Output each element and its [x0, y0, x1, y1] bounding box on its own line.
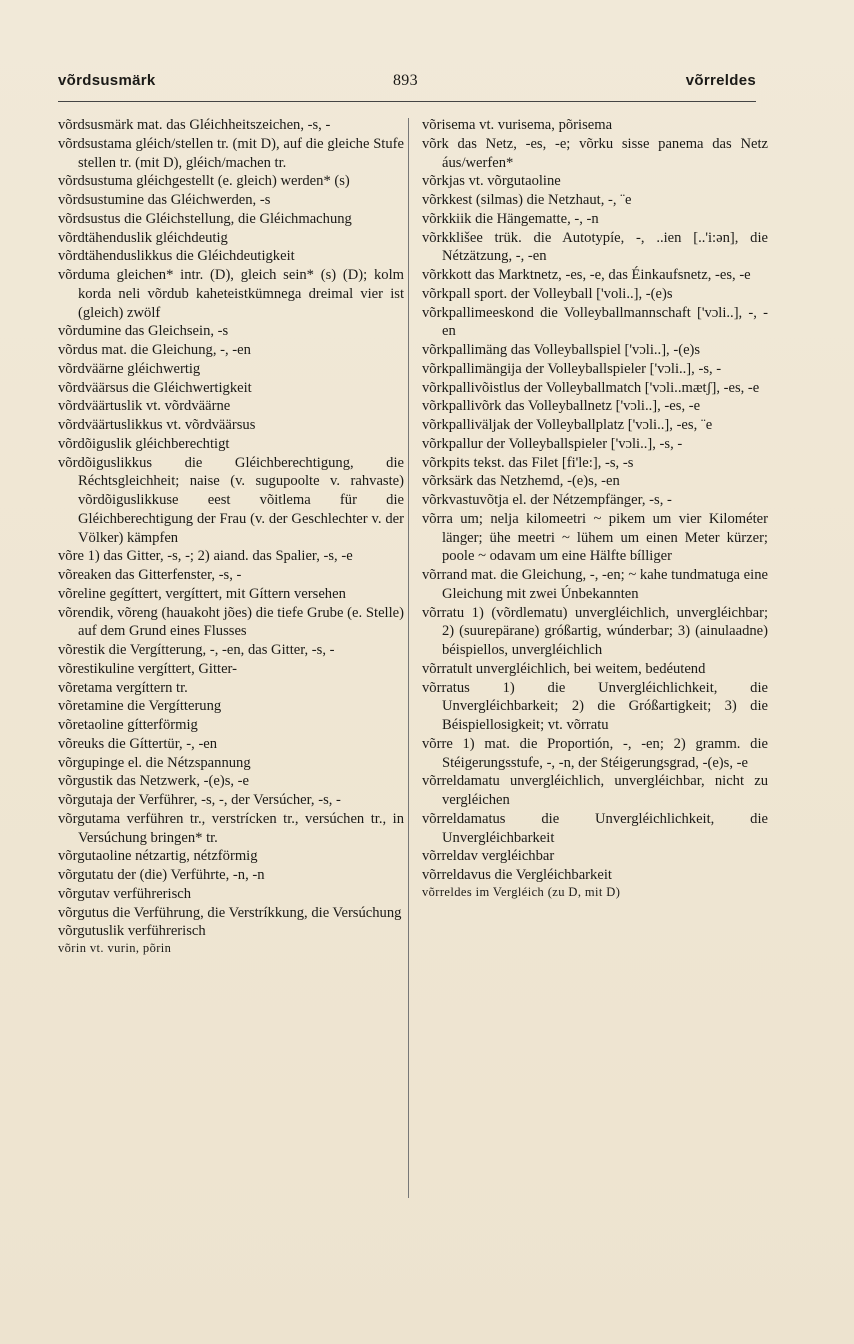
- dictionary-entry: võrdväärtuslik vt. võrdväärne: [58, 398, 231, 415]
- dictionary-entry: võrra um; nelja kilomeetri ~ pikem um vier Kilométer länger; ühe meetri ~ lühem um einen Meter kürzer; poole ~ odavam um eine Hälfte bílliger: [422, 510, 768, 565]
- page-number: 893: [393, 72, 418, 89]
- dictionary-entry: võretama vergíttern tr.: [58, 679, 188, 696]
- dictionary-entry: võrkpall sport. der Volleyball ['voli..], -(e)s: [422, 285, 673, 302]
- dictionary-entry: võrgutaja der Verführer, -s, -, der Versúcher, -s, -: [58, 792, 341, 808]
- dictionary-entry: võrgutatu der (die) Verführte, -n, -n: [58, 867, 265, 883]
- dictionary-entry: võrdsustuma gléichgestellt (e. gleich) werden* (s): [58, 173, 350, 190]
- dictionary-entry: võretamine die Vergítterung: [58, 698, 222, 715]
- dictionary-entry: võrkkiik die Hängematte, -, -n: [422, 210, 599, 227]
- dictionary-entry: võrreldamatus die Unvergléichlichkeit, die Unvergléichbarkeit: [422, 810, 768, 846]
- header-last-word: võrreldes: [685, 72, 756, 89]
- dictionary-entry: võrkjas vt. võrgutaoline: [422, 173, 561, 190]
- dictionary-entry: võretaoline gítterförmig: [58, 717, 198, 733]
- dictionary-entry: võrisema vt. vurisema, põrisema: [422, 117, 613, 133]
- dictionary-entry: võrdus mat. die Gleichung, -, -en: [58, 342, 251, 358]
- dictionary-entry: võrestik die Vergítterung, -, -en, das Gitter, -s, -: [58, 642, 335, 658]
- dictionary-entry: võrkpallimängija der Volleyballspieler ['vɔli..], -s, -: [422, 360, 722, 377]
- right-column: [422, 116, 768, 900]
- dictionary-entry: võrdõiguslik gléichberechtigt: [58, 435, 230, 452]
- dictionary-entry: võrdsusmärk mat. das Gléichheitszeichen, -s, -: [58, 117, 331, 133]
- dictionary-entry: võrdõiguslikkus die Gléichberechtigung, die Réchtsgleichheit; naise (v. sugupoolte v. rahvaste) võrdõiguslikkuse eest võitlema für die Gléichberechtigung der Frau (v. der Geschlechter v. der Völker) kämpfen: [58, 454, 404, 546]
- dictionary-entry: võrdumine das Gleichsein, -s: [58, 323, 229, 340]
- dictionary-entry: võrkpalliväljak der Volleyballplatz ['vɔli..], -es, ¨e: [422, 417, 713, 433]
- dictionary-entry: võre 1) das Gitter, -s, -; 2) aiand. das Spalier, -s, -e: [58, 548, 353, 565]
- dictionary-entry: võreaken das Gitterfenster, -s, -: [58, 567, 242, 583]
- header-first-word: võrdsusmärk: [58, 72, 156, 89]
- dictionary-entry: võrdväärne gléichwertig: [58, 360, 201, 377]
- dictionary-entry: võrduma gleichen* intr. (D), gleich sein* (s) (D); kolm korda neli võrdub kaheteistkümnega dreimal vier ist (gleich) zwölf: [58, 267, 404, 321]
- dictionary-entry: võrratu 1) (võrdlematu) unvergléichlich, unvergléichbar; 2) (suurepärane) gróßartig, wúnderbar; 3) (ainulaadne) béispiellos, unvergléichlich: [422, 604, 768, 658]
- dictionary-entry: võrestikuline vergíttert, Gitter-: [58, 660, 237, 677]
- dictionary-entry: võrreldamatu unvergléichlich, unvergléichbar, nicht zu vergléichen: [422, 773, 768, 808]
- dictionary-entry: võrkklišee trük. die Autotypíe, -, ..ien [..'i:ən], die Nétzätzung, -, -en: [422, 229, 768, 265]
- dictionary-entry: võreuks die Gíttertür, -, -en: [58, 735, 218, 752]
- dictionary-entry: võrksärk das Netzhemd, -(e)s, -en: [422, 473, 620, 490]
- left-column: [58, 116, 404, 956]
- dictionary-entry: võrre 1) mat. die Proportión, -, -en; 2) gramm. die Stéigerungsstufe, -, -n, der Stéigerungsgrad, -(e)s, -e: [422, 735, 768, 771]
- dictionary-entry: võrrand mat. die Gleichung, -, -en; ~ kahe tundmatuga eine Gleichung mit zwei Únbekannten: [422, 567, 768, 602]
- dictionary-entry: võrgutaoline nétzartig, nétzförmig: [58, 848, 258, 865]
- dictionary-entry: võrdväärsus die Gléichwertigkeit: [58, 379, 252, 396]
- dictionary-entry: võrkpits tekst. das Filet [fi'le:], -s, -s: [422, 454, 634, 471]
- dictionary-entry: võrdväärtuslikkus vt. võrdväärsus: [58, 417, 256, 433]
- dictionary-entry: võrratult unvergléichlich, bei weitem, bedéutend: [422, 660, 706, 677]
- dictionary-entry: võreline gegíttert, vergíttert, mit Gíttern versehen: [58, 585, 346, 602]
- column-divider: [408, 118, 409, 1198]
- dictionary-entry: võrkpallimeeskond die Volleyballmannschaft ['vɔli..], -, -en: [422, 304, 768, 340]
- page-header: [58, 72, 756, 94]
- dictionary-entry: võrendik, võreng (hauakoht jões) die tiefe Grube (e. Stelle) auf dem Grund eines Flusses: [58, 604, 404, 640]
- dictionary-entry: võrgutav verführerisch: [58, 885, 192, 902]
- dictionary-entry: võrkpallur der Volleyballspieler ['vɔli..], -s, -: [422, 435, 683, 452]
- dictionary-entry: võrgutama verführen tr., verstrícken tr., versúchen tr., in Versúchung bringen* tr.: [58, 810, 404, 846]
- dictionary-entry: võrdsustama gléich/stellen tr. (mit D), auf die gleiche Stufe stellen tr. (mit D), gléich/machen tr.: [58, 135, 404, 171]
- dictionary-entry: võrgupinge el. die Nétzspannung: [58, 754, 251, 771]
- dictionary-entry: võrreldes im Vergléich (zu D, mit D): [422, 884, 621, 899]
- dictionary-entry: võrreldav vergléichbar: [422, 848, 555, 865]
- dictionary-entry: võrdtähenduslikkus die Gléichdeutigkeit: [58, 248, 295, 265]
- dictionary-entry: võrkkest (silmas) die Netzhaut, -, ¨e: [422, 192, 632, 208]
- dictionary-entry: võrreldavus die Vergléichbarkeit: [422, 867, 612, 883]
- dictionary-entry: võrgustik das Netzwerk, -(e)s, -e: [58, 773, 250, 790]
- dictionary-entry: võrkpallivõrk das Volleyballnetz ['vɔli..], -es, -e: [422, 398, 701, 415]
- dictionary-entry: võrkvastuvõtja el. der Nétzempfänger, -s, -: [422, 492, 672, 508]
- dictionary-entry: võrgutuslik verführerisch: [58, 923, 206, 940]
- dictionary-entry: võrin vt. vurin, põrin: [58, 941, 172, 955]
- dictionary-entry: võrdsustus die Gléichstellung, die Gléichmachung: [58, 210, 352, 227]
- dictionary-entry: võrratus 1) die Unvergléichlichkeit, die Unvergléichbarkeit; 2) die Gróßartigkeit; 3) die Béispiellosigkeit; vt. võrratu: [422, 679, 768, 733]
- dictionary-entry: võrkpallimäng das Volleyballspiel ['vɔli..], -(e)s: [422, 342, 701, 358]
- dictionary-entry: võrkkott das Marktnetz, -es, -e, das Éinkaufsnetz, -es, -e: [422, 267, 751, 283]
- dictionary-entry: võrk das Netz, -es, -e; võrku sisse panema das Netz áus/werfen*: [422, 135, 768, 171]
- dictionary-entry: võrgutus die Verführung, die Verstríkkung, die Versúchung: [58, 904, 402, 921]
- dictionary-entry: võrdsustumine das Gléichwerden, -s: [58, 192, 271, 208]
- dictionary-entry: võrdtähenduslik gléichdeutig: [58, 229, 228, 246]
- header-rule: [58, 101, 756, 102]
- dictionary-entry: võrkpallivõistlus der Volleyballmatch ['vɔli..mætʃ], -es, -e: [422, 379, 760, 396]
